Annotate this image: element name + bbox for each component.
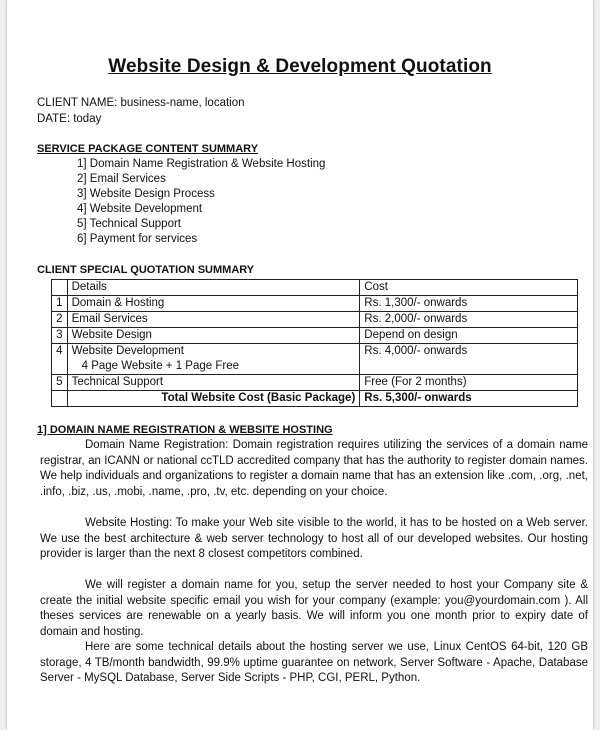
table-row [52,296,578,312]
paragraph-hosting [40,516,588,563]
service-item: 6] Payment for services [77,233,198,245]
table-header-row [52,280,578,296]
paragraph-domain [40,438,588,500]
service-item: 3] Website Design Process [77,188,215,200]
row-cost: Depend on design [360,328,578,344]
table-cell [52,391,68,407]
quotation-table [51,279,578,407]
row-number: 2 [52,312,68,328]
service-item: 4] Website Development [77,203,203,215]
row-details-sub: 4 Page Website + 1 Page Free [81,360,239,372]
paragraph-text: Website Hosting: To make your Web site visible to the world, it has to be hosted on a Web server. We use the best architecture & web server technology to host all of our developed websites. Our hosting provider is larger than the next 8 closest competitors combined. [40,517,588,561]
service-summary-heading: SERVICE PACKAGE CONTENT SUMMARY [37,143,259,155]
row-number: 4 [52,344,68,375]
table-row [52,312,578,328]
document-title: Website Design & Development Quotation [108,56,492,77]
table-row [52,344,578,375]
document-page [7,0,593,730]
table-row [52,328,578,344]
client-name: CLIENT NAME: business-name, location [37,97,245,109]
row-cost: Rs. 4,000/- onwards [360,344,578,375]
quotation-summary-heading: CLIENT SPECIAL QUOTATION SUMMARY [37,264,255,276]
row-details: Website Design [67,328,360,344]
service-item: 2] Email Services [77,173,166,185]
row-number: 5 [52,375,68,391]
table-header-details: Details [67,280,360,296]
row-details: Technical Support [67,375,360,391]
paragraph-text: Here are some technical details about the hosting server we use, Linux CentOS 64-bit, 120 GB storage, 4 TB/month bandwidth, 99.9% uptime guarantee on network, Server Software - Apache, Database Server - MySQL Database, Server Side Scripts - PHP, CGI, PERL, Python. [40,641,588,685]
table-total-row [52,391,578,407]
paragraph-text: Domain Name Registration: Domain registration requires utilizing the services of a domain name registrar, an ICANN or national ccTLD accredited company that has the authority to register domain names. We help individuals and organizations to register a domain name that has an extension like .com, .org, .net, .info, .biz, .us, .mobi, .name, .pro, .tv, etc. depending on your choice. [40,439,588,498]
section1-heading: 1] DOMAIN NAME REGISTRATION & WEBSITE HOSTING [37,424,333,436]
date-line: DATE: today [37,113,102,125]
paragraph-registration [40,578,588,640]
row-cost: Rs. 2,000/- onwards [360,312,578,328]
service-item: 5] Technical Support [77,218,181,230]
row-details-multi [67,344,360,375]
row-number: 3 [52,328,68,344]
total-label: Total Website Cost (Basic Package) [67,391,360,407]
row-details: Email Services [67,312,360,328]
row-details: Domain & Hosting [67,296,360,312]
row-number: 1 [52,296,68,312]
table-cell [52,280,68,296]
table-row [52,375,578,391]
table-header-cost: Cost [360,280,578,296]
row-cost: Free (For 2 months) [360,375,578,391]
paragraph-technical [40,640,588,687]
total-value: Rs. 5,300/- onwards [360,391,578,407]
paragraph-text: We will register a domain name for you, setup the server needed to host your Company site & create the initial website specific email you wish for your company (example: you@yourdomain.com ). All theses services are renewable on a yearly basis. We will inform you one month prior to expiry date of domain and hosting. [40,579,588,638]
service-item: 1] Domain Name Registration & Website Hosting [77,158,326,170]
row-cost: Rs. 1,300/- onwards [360,296,578,312]
row-details: Website Development [71,345,184,357]
